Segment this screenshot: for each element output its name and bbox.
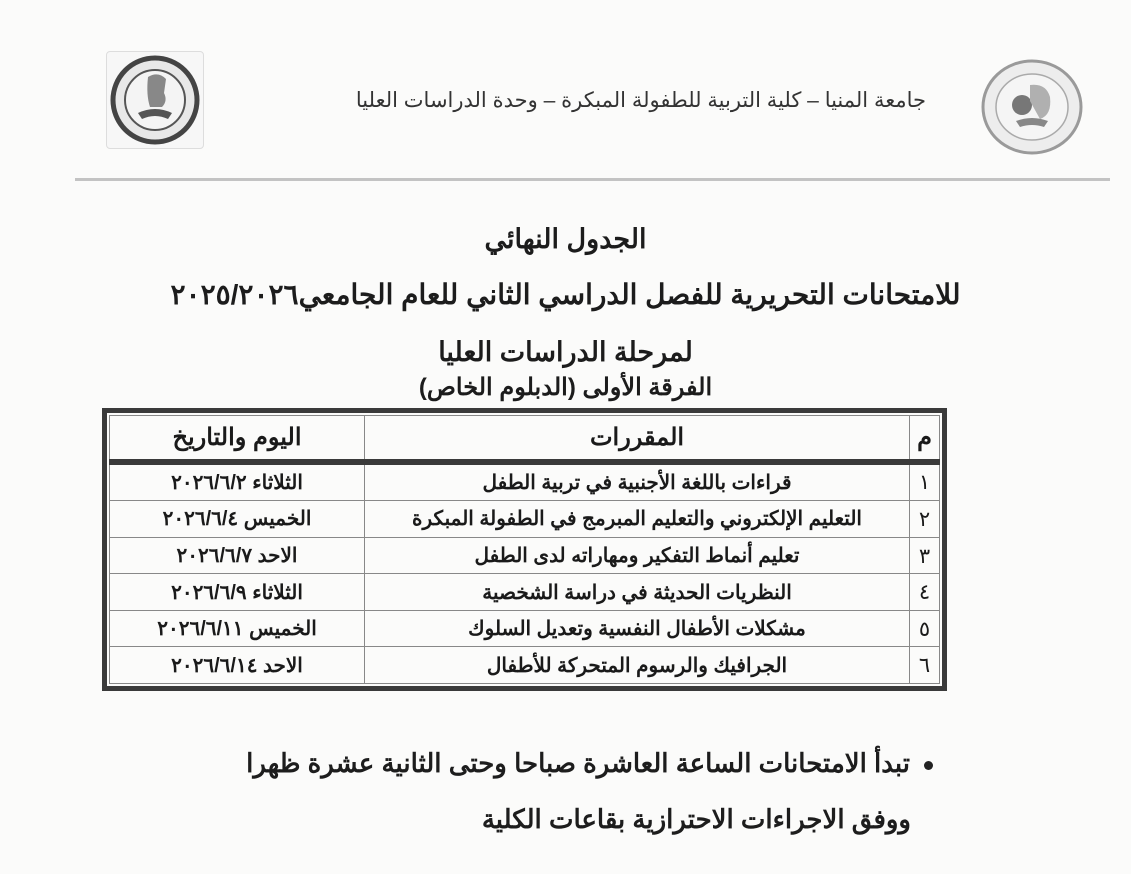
table-row xyxy=(110,647,940,684)
cell-course: قراءات باللغة الأجنبية في تربية الطفل xyxy=(365,462,910,501)
group-title: الفرقة الأولى (الدبلوم الخاص) xyxy=(418,374,713,401)
cell-date: الاحد ٢٠٢٦/٦/١٤ xyxy=(110,647,365,684)
cell-num: ٦ xyxy=(910,647,940,684)
cell-num: ٣ xyxy=(910,537,940,574)
table-row xyxy=(110,574,940,611)
bullet-icon xyxy=(924,761,933,770)
table-row xyxy=(110,501,940,538)
cell-course: تعليم أنماط التفكير ومهاراته لدى الطفل xyxy=(365,537,910,574)
header-num: م xyxy=(910,416,940,462)
stage-title: لمرحلة الدراسات العليا xyxy=(438,337,693,367)
note-text-1: تبدأ الامتحانات الساعة العاشرة صباحا وحتى الثانية عشرة ظهرا xyxy=(246,748,910,778)
cell-date: الاحد ٢٠٢٦/٦/٧ xyxy=(110,537,365,574)
table-row xyxy=(110,610,940,647)
cell-num: ٢ xyxy=(910,501,940,538)
minia-university-logo xyxy=(106,51,204,149)
document-title: الجدول النهائي xyxy=(484,224,647,254)
header-courses: المقررات xyxy=(365,416,910,462)
schedule-table xyxy=(109,415,940,684)
note-line-1 xyxy=(246,735,933,791)
cell-num: ١ xyxy=(910,462,940,501)
cell-date: الخميس ٢٠٢٦/٦/١١ xyxy=(110,610,365,647)
cell-course: التعليم الإلكتروني والتعليم المبرمج في الطفولة المبكرة xyxy=(365,501,910,538)
cell-num: ٥ xyxy=(910,610,940,647)
table-row xyxy=(110,537,940,574)
cell-num: ٤ xyxy=(910,574,940,611)
cell-date: الخميس ٢٠٢٦/٦/٤ xyxy=(110,501,365,538)
table-row xyxy=(110,462,940,501)
header-date: اليوم والتاريخ xyxy=(110,416,365,462)
document-subtitle: للامتحانات التحريرية للفصل الدراسي الثاني للعام الجامعي٢٠٢٥/٢٠٢٦ xyxy=(170,279,961,310)
table-header-row xyxy=(110,416,940,462)
cell-course: الجرافيك والرسوم المتحركة للأطفال xyxy=(365,647,910,684)
header-divider xyxy=(75,178,1110,181)
faculty-logo xyxy=(980,57,1084,157)
minia-university-seal-icon xyxy=(110,55,200,145)
schedule-table-frame xyxy=(102,408,947,691)
note-line-2: ووفق الاجراءات الاحترازية بقاعات الكلية xyxy=(481,804,911,834)
institution-header: جامعة المنيا – كلية التربية للطفولة المبكرة – وحدة الدراسات العليا xyxy=(355,89,926,112)
cell-date: الثلاثاء ٢٠٢٦/٦/٩ xyxy=(110,574,365,611)
notes xyxy=(246,735,933,847)
cell-course: مشكلات الأطفال النفسية وتعديل السلوك xyxy=(365,610,910,647)
cell-course: النظريات الحديثة في دراسة الشخصية xyxy=(365,574,910,611)
faculty-early-childhood-seal-icon xyxy=(980,57,1084,157)
cell-date: الثلاثاء ٢٠٢٦/٦/٢ xyxy=(110,462,365,501)
